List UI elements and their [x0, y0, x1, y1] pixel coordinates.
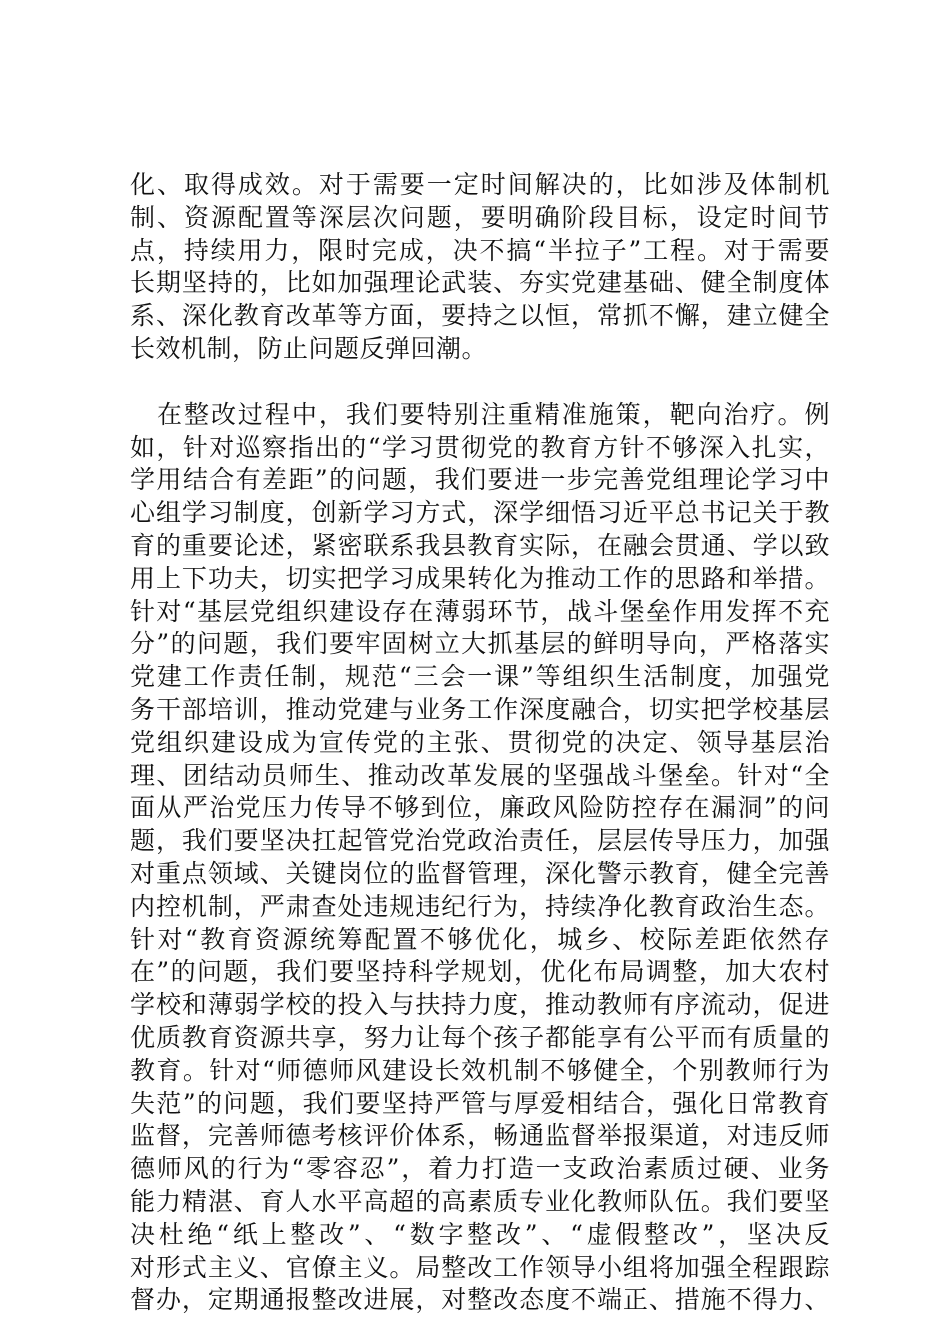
text-line: 用上下功夫，切实把学习成果转化为推动工作的思路和举措。 — [130, 563, 830, 593]
text-line: 点，持续用力，限时完成，决不搞“半拉子”工程。对于需要 — [130, 235, 830, 265]
text-line: 针对“教育资源统筹配置不够优化，城乡、校际差距依然存 — [130, 924, 830, 954]
text-line: 教育。针对“师德师风建设长效机制不够健全，个别教师行为 — [130, 1055, 830, 1085]
text-line: 分”的问题，我们要牢固树立大抓基层的鲜明导向，严格落实 — [130, 629, 830, 659]
text-line: 优质教育资源共享，努力让每个孩子都能享有公平而有质量的 — [130, 1022, 830, 1052]
text-line: 失范”的问题，我们要坚持严管与厚爱相结合，强化日常教育 — [130, 1088, 830, 1118]
paragraph-spacer — [130, 366, 830, 399]
paragraph-2 — [130, 399, 830, 1317]
text-line: 在”的问题，我们要坚持科学规划，优化布局调整，加大农村 — [130, 957, 830, 987]
text-line: 化、取得成效。对于需要一定时间解决的，比如涉及体制机 — [130, 170, 830, 199]
text-line: 在整改过程中，我们要特别注重精准施策，靶向治疗。例 — [130, 399, 830, 429]
text-line: 长期坚持的，比如加强理论武装、夯实党建基础、健全制度体 — [130, 268, 830, 298]
text-line: 系、深化教育改革等方面，要持之以恒，常抓不懈，建立健全 — [130, 301, 830, 331]
text-line: 监督，完善师德考核评价体系，畅通监督举报渠道，对违反师 — [130, 1121, 830, 1151]
text-line: 党组织建设成为宣传党的主张、贯彻党的决定、领导基层治 — [130, 727, 830, 757]
text-line: 长效机制，防止问题反弹回潮。 — [130, 333, 488, 363]
text-line: 面从严治党压力传导不够到位，廉政风险防控存在漏洞”的问 — [130, 793, 830, 823]
text-line: 内控机制，严肃查处违规违纪行为，持续净化教育政治生态。 — [130, 891, 830, 921]
text-line: 制、资源配置等深层次问题，要明确阶段目标，设定时间节 — [130, 202, 830, 232]
text-line: 德师风的行为“零容忍”，着力打造一支政治素质过硬、业务 — [130, 1154, 830, 1184]
text-line: 能力精湛、育人水平高超的高素质专业化教师队伍。我们要坚 — [130, 1186, 830, 1216]
text-line: 学校和薄弱学校的投入与扶持力度，推动教师有序流动，促进 — [130, 990, 830, 1020]
text-line: 决杜绝“纸上整改”、“数字整改”、“虚假整改”，坚决反 — [130, 1219, 830, 1249]
document-body — [130, 169, 830, 1317]
text-line: 务干部培训，推动党建与业务工作深度融合，切实把学校基层 — [130, 694, 830, 724]
text-line: 如，针对巡察指出的“学习贯彻党的教育方针不够深入扎实， — [130, 432, 830, 462]
text-line: 题，我们要坚决扛起管党治党政治责任，层层传导压力，加强 — [130, 826, 830, 856]
text-line: 心组学习制度，创新学习方式，深学细悟习近平总书记关于教 — [130, 498, 830, 528]
text-line: 督办，定期通报整改进展，对整改态度不端正、措施不得力、 — [130, 1285, 830, 1315]
text-line: 理、团结动员师生、推动改革发展的坚强战斗堡垒。针对“全 — [130, 760, 830, 790]
text-line: 党建工作责任制，规范“三会一课”等组织生活制度，加强党 — [130, 662, 830, 692]
text-line: 对重点领域、关键岗位的监督管理，深化警示教育，健全完善 — [130, 858, 830, 888]
text-line: 学用结合有差距”的问题，我们要进一步完善党组理论学习中 — [130, 465, 830, 495]
paragraph-1 — [130, 169, 830, 366]
text-line: 对形式主义、官僚主义。局整改工作领导小组将加强全程跟踪 — [130, 1252, 830, 1282]
text-line: 育的重要论述，紧密联系我县教育实际，在融会贯通、学以致 — [130, 530, 830, 560]
text-line: 针对“基层党组织建设存在薄弱环节，战斗堡垒作用发挥不充 — [130, 596, 830, 626]
